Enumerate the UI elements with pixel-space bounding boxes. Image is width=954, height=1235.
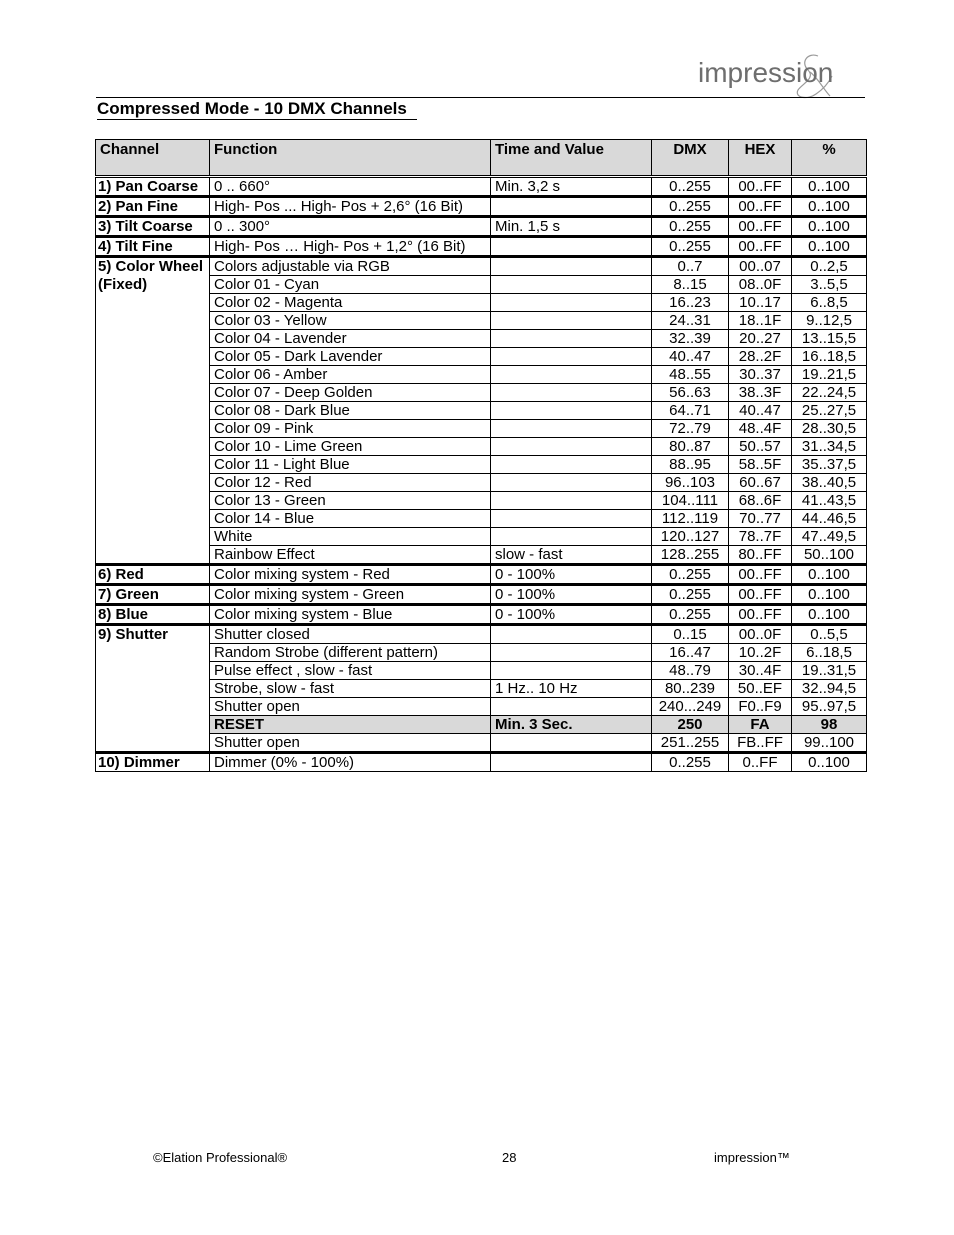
- cell-percent: 50..100: [792, 546, 867, 565]
- table-row: [96, 456, 867, 474]
- cell-time-value: [491, 237, 652, 257]
- cell-function: Shutter open: [210, 734, 491, 753]
- cell-channel: 8) Blue: [96, 605, 210, 625]
- cell-percent: 0..100: [792, 217, 867, 237]
- cell-dmx: 251..255: [652, 734, 729, 753]
- cell-hex: 78..7F: [729, 528, 792, 546]
- cell-time-value: [491, 402, 652, 420]
- cell-time-value: [491, 294, 652, 312]
- cell-hex: FA: [729, 716, 792, 734]
- cell-function: Shutter open: [210, 698, 491, 716]
- cell-function: Random Strobe (different pattern): [210, 644, 491, 662]
- cell-percent: 19..21,5: [792, 366, 867, 384]
- cell-channel: 4) Tilt Fine: [96, 237, 210, 257]
- table-row: [96, 585, 867, 605]
- cell-function: White: [210, 528, 491, 546]
- cell-time-value: [491, 644, 652, 662]
- cell-percent: 0..2,5: [792, 257, 867, 276]
- cell-time-value: [491, 197, 652, 217]
- cell-function: Color 13 - Green: [210, 492, 491, 510]
- table-row: [96, 644, 867, 662]
- cell-dmx: 40..47: [652, 348, 729, 366]
- cell-dmx: 112..119: [652, 510, 729, 528]
- header-rule: [96, 97, 865, 98]
- cell-percent: 22..24,5: [792, 384, 867, 402]
- cell-channel: [96, 456, 210, 474]
- table-row: [96, 420, 867, 438]
- cell-percent: 31..34,5: [792, 438, 867, 456]
- table-row: [96, 237, 867, 257]
- table-row: [96, 662, 867, 680]
- cell-percent: 32..94,5: [792, 680, 867, 698]
- cell-channel: [96, 348, 210, 366]
- table-row: [96, 366, 867, 384]
- table-row: [96, 680, 867, 698]
- cell-hex: 30..4F: [729, 662, 792, 680]
- impression-logo: [690, 50, 865, 102]
- cell-time-value: Min. 1,5 s: [491, 217, 652, 237]
- cell-time-value: [491, 330, 652, 348]
- cell-percent: 98: [792, 716, 867, 734]
- cell-time-value: 1 Hz.. 10 Hz: [491, 680, 652, 698]
- cell-channel: [96, 698, 210, 716]
- cell-function: Shutter closed: [210, 625, 491, 644]
- header-dmx: DMX: [652, 140, 729, 177]
- header-hex: HEX: [729, 140, 792, 177]
- cell-time-value: [491, 312, 652, 330]
- cell-channel: 5) Color Wheel: [96, 257, 210, 276]
- cell-time-value: [491, 276, 652, 294]
- table-row: [96, 217, 867, 237]
- cell-percent: 41..43,5: [792, 492, 867, 510]
- table-row: [96, 384, 867, 402]
- cell-time-value: Min. 3 Sec.: [491, 716, 652, 734]
- cell-function: Color mixing system - Blue: [210, 605, 491, 625]
- cell-hex: 00..FF: [729, 605, 792, 625]
- cell-time-value: [491, 510, 652, 528]
- cell-time-value: [491, 734, 652, 753]
- cell-hex: 00..FF: [729, 237, 792, 257]
- cell-hex: 00..FF: [729, 585, 792, 605]
- cell-function: Color 04 - Lavender: [210, 330, 491, 348]
- cell-dmx: 56..63: [652, 384, 729, 402]
- cell-dmx: 0..255: [652, 565, 729, 585]
- cell-function: Color 02 - Magenta: [210, 294, 491, 312]
- cell-dmx: 16..47: [652, 644, 729, 662]
- cell-function: Dimmer (0% - 100%): [210, 753, 491, 772]
- cell-percent: 3..5,5: [792, 276, 867, 294]
- cell-function: Color 01 - Cyan: [210, 276, 491, 294]
- cell-dmx: 0..255: [652, 585, 729, 605]
- cell-time-value: [491, 366, 652, 384]
- header-time-value: Time and Value: [491, 140, 652, 177]
- cell-dmx: 48..79: [652, 662, 729, 680]
- logo-wordmark: impression: [698, 57, 834, 88]
- table-row: [96, 492, 867, 510]
- cell-dmx: 0..255: [652, 237, 729, 257]
- cell-dmx: 48..55: [652, 366, 729, 384]
- table-row: [96, 546, 867, 565]
- cell-channel: [96, 528, 210, 546]
- cell-function: Color 10 - Lime Green: [210, 438, 491, 456]
- table-row: [96, 528, 867, 546]
- cell-function: Rainbow Effect: [210, 546, 491, 565]
- table-row: [96, 734, 867, 753]
- header-percent: %: [792, 140, 867, 177]
- table-row: [96, 510, 867, 528]
- cell-percent: 38..40,5: [792, 474, 867, 492]
- cell-channel: [96, 402, 210, 420]
- cell-dmx: 80..239: [652, 680, 729, 698]
- cell-hex: 48..4F: [729, 420, 792, 438]
- cell-channel: 10) Dimmer: [96, 753, 210, 772]
- cell-hex: 38..3F: [729, 384, 792, 402]
- cell-hex: 00..FF: [729, 197, 792, 217]
- footer-page-number: 28: [502, 1150, 517, 1165]
- cell-channel: [96, 680, 210, 698]
- cell-percent: 9..12,5: [792, 312, 867, 330]
- cell-time-value: Min. 3,2 s: [491, 177, 652, 197]
- table-row: [96, 276, 867, 294]
- cell-dmx: 240...249: [652, 698, 729, 716]
- cell-hex: 58..5F: [729, 456, 792, 474]
- cell-percent: 0..100: [792, 585, 867, 605]
- cell-function: High- Pos … High- Pos + 1,2° (16 Bit): [210, 237, 491, 257]
- cell-percent: 0..100: [792, 753, 867, 772]
- cell-hex: 30..37: [729, 366, 792, 384]
- cell-function: Color 09 - Pink: [210, 420, 491, 438]
- cell-channel: [96, 366, 210, 384]
- cell-channel: [96, 312, 210, 330]
- cell-channel: 9) Shutter: [96, 625, 210, 644]
- cell-time-value: [491, 625, 652, 644]
- cell-channel: [96, 510, 210, 528]
- cell-dmx: 0..255: [652, 753, 729, 772]
- cell-channel: [96, 438, 210, 456]
- cell-dmx: 0..255: [652, 217, 729, 237]
- cell-time-value: [491, 753, 652, 772]
- cell-function: Pulse effect , slow - fast: [210, 662, 491, 680]
- cell-function: Strobe, slow - fast: [210, 680, 491, 698]
- cell-percent: 0..5,5: [792, 625, 867, 644]
- cell-hex: 68..6F: [729, 492, 792, 510]
- cell-hex: 50..57: [729, 438, 792, 456]
- cell-time-value: [491, 492, 652, 510]
- header-function: Function: [210, 140, 491, 177]
- cell-dmx: 64..71: [652, 402, 729, 420]
- table-row: [96, 312, 867, 330]
- cell-channel: [96, 384, 210, 402]
- cell-percent: 0..100: [792, 197, 867, 217]
- table-row: [96, 330, 867, 348]
- cell-time-value: slow - fast: [491, 546, 652, 565]
- table-row: [96, 698, 867, 716]
- cell-channel: [96, 294, 210, 312]
- cell-function: Color 08 - Dark Blue: [210, 402, 491, 420]
- cell-percent: 47..49,5: [792, 528, 867, 546]
- cell-percent: 35..37,5: [792, 456, 867, 474]
- cell-dmx: 0..7: [652, 257, 729, 276]
- cell-hex: 0..FF: [729, 753, 792, 772]
- cell-dmx: 24..31: [652, 312, 729, 330]
- cell-percent: 19..31,5: [792, 662, 867, 680]
- cell-percent: 95..97,5: [792, 698, 867, 716]
- cell-time-value: [491, 384, 652, 402]
- cell-channel: (Fixed): [96, 276, 210, 294]
- cell-channel: 2) Pan Fine: [96, 197, 210, 217]
- table-row: [96, 294, 867, 312]
- dmx-channel-table: [95, 139, 867, 772]
- table-row: [96, 438, 867, 456]
- cell-hex: 70..77: [729, 510, 792, 528]
- table-row: [96, 348, 867, 366]
- cell-hex: 08..0F: [729, 276, 792, 294]
- cell-dmx: 96..103: [652, 474, 729, 492]
- cell-function: Color 06 - Amber: [210, 366, 491, 384]
- cell-hex: 10..2F: [729, 644, 792, 662]
- cell-hex: 40..47: [729, 402, 792, 420]
- cell-hex: FB..FF: [729, 734, 792, 753]
- cell-percent: 0..100: [792, 605, 867, 625]
- cell-function: Color mixing system - Red: [210, 565, 491, 585]
- cell-time-value: [491, 438, 652, 456]
- cell-time-value: [491, 474, 652, 492]
- cell-time-value: 0 - 100%: [491, 565, 652, 585]
- table-header-row: [96, 140, 867, 177]
- table-row: [96, 402, 867, 420]
- cell-function: Color 14 - Blue: [210, 510, 491, 528]
- impression-logo-graphic: [690, 50, 865, 102]
- cell-channel: 6) Red: [96, 565, 210, 585]
- cell-percent: 0..100: [792, 237, 867, 257]
- cell-time-value: [491, 528, 652, 546]
- cell-channel: [96, 716, 210, 734]
- cell-function: 0 .. 660°: [210, 177, 491, 197]
- cell-channel: [96, 474, 210, 492]
- cell-function: 0 .. 300°: [210, 217, 491, 237]
- cell-time-value: [491, 348, 652, 366]
- cell-hex: 00..FF: [729, 217, 792, 237]
- table-row: [96, 605, 867, 625]
- cell-dmx: 80..87: [652, 438, 729, 456]
- cell-dmx: 250: [652, 716, 729, 734]
- table-row: [96, 197, 867, 217]
- cell-channel: 3) Tilt Coarse: [96, 217, 210, 237]
- cell-percent: 16..18,5: [792, 348, 867, 366]
- cell-channel: [96, 662, 210, 680]
- cell-channel: [96, 492, 210, 510]
- cell-hex: 00..FF: [729, 565, 792, 585]
- cell-function: Color 07 - Deep Golden: [210, 384, 491, 402]
- cell-function: Color 11 - Light Blue: [210, 456, 491, 474]
- table-body: [96, 177, 867, 772]
- cell-function: Color mixing system - Green: [210, 585, 491, 605]
- cell-function: Color 12 - Red: [210, 474, 491, 492]
- cell-time-value: [491, 257, 652, 276]
- page-title: Compressed Mode - 10 DMX Channels: [97, 99, 417, 120]
- cell-dmx: 88..95: [652, 456, 729, 474]
- cell-hex: 10..17: [729, 294, 792, 312]
- table-row: [96, 177, 867, 197]
- cell-hex: F0..F9: [729, 698, 792, 716]
- cell-dmx: 104..111: [652, 492, 729, 510]
- cell-channel: [96, 420, 210, 438]
- cell-function: Color 05 - Dark Lavender: [210, 348, 491, 366]
- cell-time-value: [491, 420, 652, 438]
- cell-channel: 1) Pan Coarse: [96, 177, 210, 197]
- cell-channel: 7) Green: [96, 585, 210, 605]
- cell-percent: 0..100: [792, 565, 867, 585]
- cell-function: Colors adjustable via RGB: [210, 257, 491, 276]
- cell-hex: 50..EF: [729, 680, 792, 698]
- cell-hex: 00..07: [729, 257, 792, 276]
- cell-hex: 20..27: [729, 330, 792, 348]
- cell-function: Color 03 - Yellow: [210, 312, 491, 330]
- cell-hex: 00..FF: [729, 177, 792, 197]
- cell-dmx: 120..127: [652, 528, 729, 546]
- cell-dmx: 72..79: [652, 420, 729, 438]
- cell-time-value: [491, 662, 652, 680]
- table-row: [96, 753, 867, 772]
- cell-percent: 13..15,5: [792, 330, 867, 348]
- cell-channel: [96, 734, 210, 753]
- footer-copyright: ©Elation Professional®: [153, 1150, 288, 1165]
- cell-hex: 60..67: [729, 474, 792, 492]
- cell-percent: 6..8,5: [792, 294, 867, 312]
- cell-time-value: 0 - 100%: [491, 585, 652, 605]
- cell-dmx: 0..255: [652, 197, 729, 217]
- cell-percent: 25..27,5: [792, 402, 867, 420]
- table-row: [96, 474, 867, 492]
- footer-product: impression™: [714, 1150, 790, 1165]
- cell-time-value: [491, 456, 652, 474]
- header-channel: Channel: [96, 140, 210, 177]
- cell-dmx: 128..255: [652, 546, 729, 565]
- cell-time-value: [491, 698, 652, 716]
- cell-hex: 80..FF: [729, 546, 792, 565]
- cell-percent: 28..30,5: [792, 420, 867, 438]
- cell-hex: 00..0F: [729, 625, 792, 644]
- cell-percent: 44..46,5: [792, 510, 867, 528]
- cell-function: RESET: [210, 716, 491, 734]
- cell-dmx: 16..23: [652, 294, 729, 312]
- table-row: [96, 257, 867, 276]
- cell-channel: [96, 330, 210, 348]
- cell-dmx: 32..39: [652, 330, 729, 348]
- cell-dmx: 8..15: [652, 276, 729, 294]
- table-row: [96, 716, 867, 734]
- cell-channel: [96, 546, 210, 565]
- cell-time-value: 0 - 100%: [491, 605, 652, 625]
- cell-hex: 18..1F: [729, 312, 792, 330]
- cell-channel: [96, 644, 210, 662]
- cell-percent: 99..100: [792, 734, 867, 753]
- cell-hex: 28..2F: [729, 348, 792, 366]
- cell-percent: 6..18,5: [792, 644, 867, 662]
- cell-dmx: 0..15: [652, 625, 729, 644]
- table-row: [96, 625, 867, 644]
- cell-function: High- Pos ... High- Pos + 2,6° (16 Bit): [210, 197, 491, 217]
- table-row: [96, 565, 867, 585]
- cell-dmx: 0..255: [652, 605, 729, 625]
- cell-percent: 0..100: [792, 177, 867, 197]
- cell-dmx: 0..255: [652, 177, 729, 197]
